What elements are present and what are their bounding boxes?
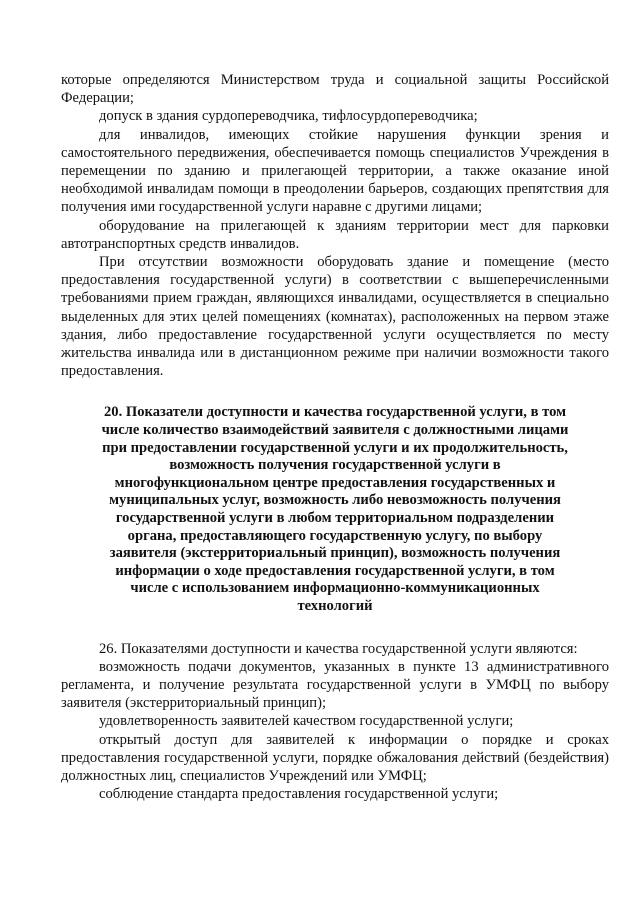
paragraph-assistance: для инвалидов, имеющих стойкие нарушения функции зрения и самостоятельного передвижения, обеспечивается помощь специалистов Учреждения в перемещении по зданию и прилегающей территории, а также оказание иной необходимой инвалидам помощи в преодолении барьеров, создающих препятствия для получения ими государственной услуги наравне с другими лицами; — [61, 126, 609, 216]
paragraph-parking: оборудование на прилегающей к зданиям территории мест для парковки автотранспортных средств инвалидов. — [61, 217, 609, 252]
document-page — [61, 71, 609, 803]
paragraph-document-submission: возможность подачи документов, указанных в пункте 13 административного регламента, и получение результата государственной услуги в УМФЦ по выбору заявителя (экстерриториальный принцип); — [61, 658, 609, 712]
paragraph-26-intro: 26. Показателями доступности и качества государственной услуги являются: — [99, 640, 578, 657]
spacer — [61, 616, 609, 640]
section-heading: 20. Показатели доступности и качества государственной услуги, в том числе количество взаимодействий заявителя с должностными лицами при предоставлении государственной услуги и их продолжительность, возможность получения государственной услуги в многофункциональном центре предоставления государственных и муниципальных услуг, возможность либо невозможность получения государственной услуги в любом территориальном подразделении органа, предоставляющего государственную услугу, по выбору заявителя (экстерриториальный принцип), возможность получения информации о ходе предоставления государственной услуги, в том числе с использованием информационно-коммуникационных технологий — [101, 404, 569, 614]
paragraph-no-possibility: При отсутствии возможности оборудовать здание и помещение (место предоставления государственной услуги) в соответствии с вышеперечисленными требованиями прием граждан, являющихся инвалидами, осуществляется в специально выделенных для этих целей помещениях (комнатах), расположенных на первом этаже здания, либо предоставление государственной услуги осуществляется по месту жительства инвалида или в дистанционном режиме при наличии возможности такого предоставления. — [61, 254, 609, 380]
paragraph-sign-interpreter: допуск в здания сурдопереводчика, тифлосурдопереводчика; — [99, 108, 478, 125]
paragraph-federation: которые определяются Министерством труда и социальной защиты Российской Федерации; — [61, 72, 609, 107]
paragraph-satisfaction: удовлетворенность заявителей качеством государственной услуги; — [99, 713, 514, 730]
paragraph-standard-compliance: соблюдение стандарта предоставления государственной услуги; — [99, 786, 499, 803]
paragraph-open-access: открытый доступ для заявителей к информации о порядке и сроках предоставления государственной услуги, порядке обжалования действий (бездействия) должностных лиц, специалистов Учреждений или УМФЦ; — [61, 731, 609, 784]
